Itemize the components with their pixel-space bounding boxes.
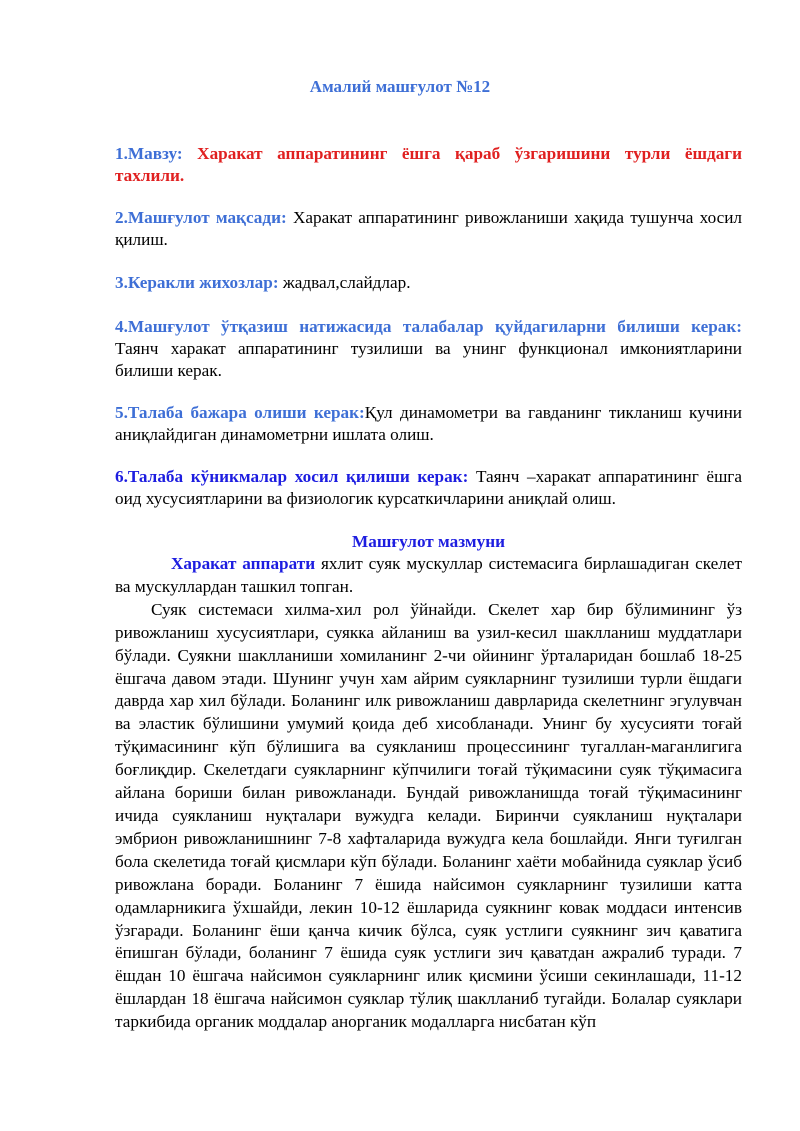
document-title: Амалий машғулот №12 — [309, 77, 491, 96]
topic-text: Харакат аппаратининг ёшга қараб ўзгаришини турли ёшдаги тахлили. — [115, 144, 742, 185]
competence-text: Таянч –харакат аппаратининг ёшга оид хусусиятларини ва физиологик курсаткичларини аниқлай олиш. — [115, 467, 742, 508]
paragraph-1-lead: Харакат аппарати — [171, 554, 316, 573]
content-body — [115, 553, 742, 1034]
knowledge-label: 4.Машғулот ўтқазиш натижасида талабалар қуйдагиларни билиши керак: — [115, 317, 742, 336]
skills-label: 5.Талаба бажара олиши керак: — [115, 403, 365, 422]
goal-section — [115, 207, 742, 251]
goal-text: Харакат аппаратининг ривожланиши хақида тушунча хосил қилиш. — [115, 208, 742, 249]
equipment-label: 3.Керакли жихозлар: — [115, 273, 279, 292]
equipment-text: жадвал,слайдлар. — [278, 273, 411, 292]
equipment-section — [115, 272, 742, 294]
skills-text: Қул динамометри ва гавданинг тикланиш кучини аниқлайдиган динамометрни ишлата олиш. — [115, 403, 742, 444]
knowledge-text: Таянч харакат аппаратининг тузилиши ва унинг функционал имкониятларини билиши керак. — [115, 339, 742, 380]
competence-section — [115, 466, 742, 510]
paragraph-1-text: яхлит суяк мускуллар системасига бирлашадиган скелет ва мускуллардан ташкил топган. — [115, 554, 742, 596]
paragraph-1 — [115, 553, 742, 599]
competence-label: 6.Талаба кўникмалар хосил қилиши керак: — [115, 467, 469, 486]
knowledge-section — [115, 316, 742, 382]
topic-section — [115, 143, 742, 187]
paragraph-2: Суяк системаси хилма-хил рол ўйнайди. Скелет хар бир бўлимининг ўз ривожланиш хусусиятлари, суякка айланиш ва узил-кесил шаклланиш муддатлари бўлади. Суякни шаклланиши хомиланинг 2-чи ойининг ўрталаридан бошлаб 18-25 ёшгача давом этади. Шунинг учун хам айрим суякларнинг тузилиши турли ёшдаги даврда хар хил бўлади. Боланинг илк ривожланиш даврларида скелетнинг эгулувчан ва эластик бўлишини умумий қоида деб хисобланади. Унинг бу хусусияти тоғай тўқимасининг кўп бўлишига ва суякланиш процессининг тугаллан-маганлигига боғлиқдир. Скелетдаги суякларнинг кўпчилиги тоғай тўқимасини суяк тўқимасига айлана бориши билан ривожланади. Бундай ривожланишда тоғай тўқимасининг ичида суякланиш нуқталари вужудга келади. Биринчи суякланиш нуқталари эмбрион ривожланишнинг 7-8 хафталарида вужудга кела бошлайди. Янги туғилган бола скелетида тоғай қисмлари кўп бўлади. Боланинг хаёти мобайнида суяклар ўсиб ривожлана боради. Боланинг 7 ёшида найсимон суякларнинг тузилиши катта одамларникига ўхшайди, лекин 10-12 ёшларида суякнинг ковак моддаси интенсив ўзгаради. Боланинг ёши қанча кичик бўлса, суяк устлиги суякнинг зич қаватига ёпишган бўлади, боланинг 7 ёшида суяк устлиги зич қаватдан ажралиб туради. 7 ёшдан 10 ёшгача найсимон суякларнинг илик қисмини ўсиши секинлашади, 11-12 ёшлардан 18 ёшгача найсимон суяклар тўлиқ шаклланиб тугайди. Болалар суяклари таркибида органик моддалар анорганик модалларга нисбатан кўп — [115, 599, 742, 1032]
goal-label: 2.Машғулот мақсади: — [115, 208, 287, 227]
topic-label: 1.Мавзу: — [115, 144, 183, 163]
content-heading: Машғулот мазмуни — [352, 532, 505, 551]
skills-section — [115, 402, 742, 446]
